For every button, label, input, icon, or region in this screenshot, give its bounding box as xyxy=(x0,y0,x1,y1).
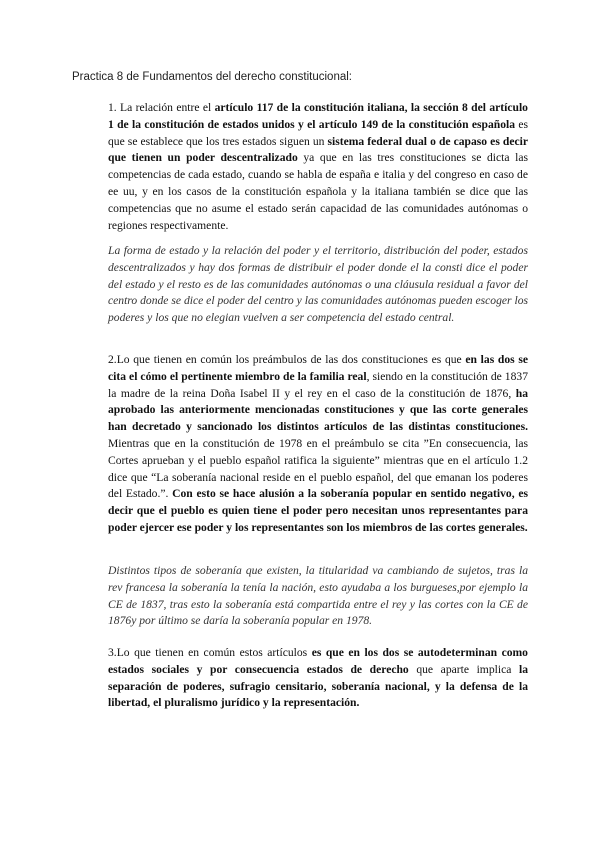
paragraph-note-2: Distintos tipos de soberanía que existen, la titularidad va cambiando de sujetos, tras la rev francesa la soberanía la tenía la nación, esto ayudaba a los burgueses,por ejemplo la CE de 1837, tras esto la soberanía está compartida entre el rey y las cortes con la CE de 1876y por último se daría la soberanía popular en 1978. xyxy=(108,564,528,628)
bold-run: artículo 117 de la constitución italiana, la sección 8 del artículo 1 de la constitución de estados unidos y el artículo 149 de la constitución española xyxy=(108,101,528,131)
paragraph-answer-2 xyxy=(108,352,528,537)
text-run: Mientras que en la constitución de 1978 en el preámbulo se cita ”En consecuencia, las Cortes aprueban y el pueblo español ratifica la siguiente” mientras que en el artículo 1.2 dice que “La soberanía nacional reside en el pueblo español, del que emanan los poderes del Estado.”. xyxy=(108,436,528,501)
bold-run: sistema federal dual o de capaso es decir que tienen un poder descentralizado xyxy=(108,134,529,165)
document-title: Practica 8 de Fundamentos del derecho constitucional: xyxy=(72,71,352,83)
bold-run: en las dos se cita el cómo el pertinente miembro de la familia real xyxy=(108,353,528,383)
text-run: 1. La relación entre el xyxy=(108,101,215,114)
text-run: es que se establece que los tres estados siguen un xyxy=(108,117,528,148)
paragraph-note-1: La forma de estado y la relación del poder y el territorio, distribución del poder, estados descentralizados y hay dos formas de distribuir el poder donde el la consti dice el poder del estado y el resto es de las comunidades autónomas o una cláusula residual a favor del centro donde se dice el poder del centro y las comunidades autónomas pueden escoger los poderes y los que no elegian vuelven a ser competencia del estado central. xyxy=(108,244,528,325)
text-run: , siendo en la constitución de 1837 la madre de la reina Doña Isabel II y el rey en el caso de la constitución de 1876, xyxy=(108,369,528,400)
text-run: que aparte implica xyxy=(408,662,519,676)
bold-run: la separación de poderes, sufragio censitario, soberanía nacional, y la defensa de la libertad, el pluralismo jurídico y la representación. xyxy=(108,662,528,710)
text-run: ya que en las tres constituciones se dicta las competencias de cada estado, cuando se habla de españa e italia y del congreso en caso de ee uu, y en los casos de la constitución española y la italiana también se dice que las competencias que no asume el estado serán capacidad de las comunidades autónomas o regiones respectivamente. xyxy=(108,151,528,232)
bold-run: es que en los dos se autodeterminan como estados sociales y por consecuencia estados de derecho xyxy=(108,646,528,676)
bold-run: Con esto se hace alusión a la soberanía popular en sentido negativo, es decir que el pueblo es quien tiene el poder pero necesitan unos representantes para poder ejercer ese poder y los representantes son los miembros de las cortes generales. xyxy=(108,487,528,534)
paragraph-answer-1 xyxy=(108,100,528,234)
text-run: 2.Lo que tienen en común los preámbulos de las dos constituciones es que xyxy=(108,353,466,366)
bold-run: ha aprobado las anteriormente mencionadas constituciones y que las corte generales han decretado y sancionado los distintos artículos de las distintas constituciones. xyxy=(108,386,528,434)
text-run: 3.Lo que tienen en común estos artículos xyxy=(108,646,312,659)
paragraph-answer-3 xyxy=(108,645,528,712)
